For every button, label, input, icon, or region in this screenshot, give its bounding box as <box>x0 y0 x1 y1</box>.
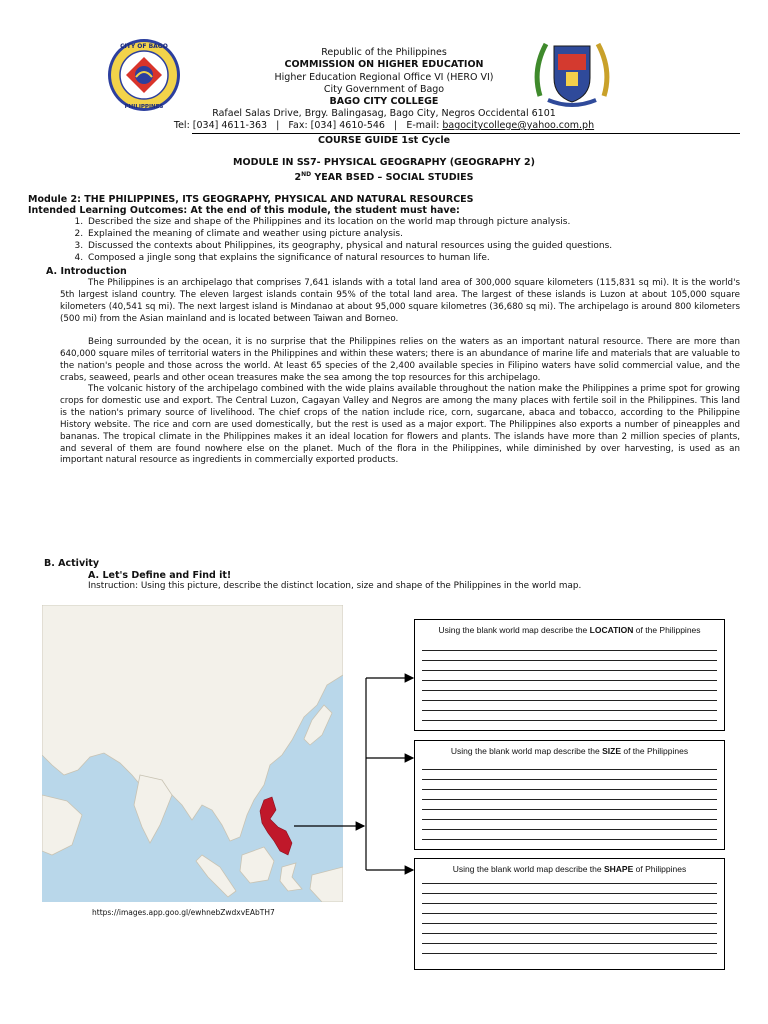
size-prompt-post: of the Philippines <box>621 746 689 756</box>
activity-instruction: Instruction: Using this picture, describe the distinct location, size and shape of the Philippines in the world map. <box>88 581 582 591</box>
module2-ilo: Intended Learning Outcomes: At the end of this module, the student must have: <box>28 205 460 216</box>
outcome-item: 1. Described the size and shape of the Philippines and its location on the world map through picture analysis. <box>86 216 766 228</box>
header-sep-1: | <box>276 120 280 131</box>
intro-paragraph-1: The Philippines is an archipelago that comprises 7,641 islands with a total land area of 300,000 square kilometers (115,831 sq mi). It is the world's 5th largest island country. The eleven largest islands contain 95% of the total land area. The largest of these islands is Luzon at about 105,000 square kilometers (40,541 sq mi). The next largest island is Mindanao at about 95,000 square kilometres (36,680 sq mi). The archipelago is around 800 kilometers (500 mi) from the Asian mainland and is located between Taiwan and Borneo. <box>60 278 740 324</box>
location-prompt-key: LOCATION <box>589 625 634 635</box>
svg-text:CITY OF BAGO: CITY OF BAGO <box>120 43 168 50</box>
location-answer-box[interactable] <box>414 619 725 731</box>
header-contacts <box>0 120 768 132</box>
module-year <box>0 169 768 184</box>
module-year-num: 2 <box>294 172 302 184</box>
outcomes-list <box>60 216 766 264</box>
header-address: Rafael Salas Drive, Brgy. Balingasag, Bago City, Negros Occidental 6101 <box>212 108 556 119</box>
location-prompt-pre: Using the blank world map describe the <box>438 625 590 635</box>
module2-title: Module 2: THE PHILIPPINES, ITS GEOGRAPHY, PHYSICAL AND NATURAL RESOURCES <box>28 194 474 205</box>
size-box-prompt <box>415 746 724 756</box>
shape-prompt-key: SHAPE <box>603 864 634 874</box>
intro-paragraph-2: Being surrounded by the ocean, it is no surprise that the Philippines relies on the waters as an important natural resource. There are more than 640,000 square miles of territorial waters in the Philippines and within these waters; there is an abundance of marine life and materials that are valuable to the nation's people and those across the world. At least 65 species of the 2,400 available species in Filipino waters have solid commercial value, and the crabs, seaweed, pearls and other ocean treasures make the sea among the top resources for this archipelago. <box>60 337 740 383</box>
outcome-item: 4. Composed a jingle song that explains the significance of natural resources to human life. <box>86 252 766 264</box>
header-fax: Fax: [034] 4610-546 <box>288 120 385 131</box>
location-box-prompt <box>415 625 724 635</box>
shape-prompt-post: of Philippines <box>633 864 687 874</box>
size-prompt-pre: Using the blank world map describe the <box>450 746 603 756</box>
header-sep-2: | <box>394 120 398 131</box>
header-tel: Tel: [034] 4611-363 <box>173 120 268 131</box>
course-guide: COURSE GUIDE 1st Cycle <box>317 135 451 146</box>
header-email-label: E-mail: <box>406 120 440 131</box>
size-prompt-key: SIZE <box>602 746 621 756</box>
intro-paragraph-3: The volcanic history of the archipelago combined with the wide plains available throughout the nation make the Philippines a prime spot for growing crops for domestic use and export. The Central Luzon, Cagayan Valley and Negros are among the many places with fertile soil in the Philippines. This land is the nation's primary source of livelihood. The chief crops of the nation include rice, corn, sugarcane, abaca and tobacco, according to the Philippine History website. The rice and corn are used domestically, but the rest is used as a major export. The Philippines also exports a number of pineapples and bananas. The tropical climate in the Philippines makes it an ideal location for flowers and plants. The islands have more than 2 million species of plants, and several of them are found nowhere else on the planet. Much of the flora in the Philippines, while diminished by over harvesting, is used as an important natural resource as ingredients in commercially exported products. <box>60 384 740 466</box>
svg-text:PHILIPPINES: PHILIPPINES <box>124 104 164 110</box>
location-prompt-post: of the Philippines <box>633 625 701 635</box>
shape-answer-box[interactable] <box>414 858 725 970</box>
header-divider <box>192 133 740 134</box>
header-office: Higher Education Regional Office VI (HERO VI) <box>274 72 494 83</box>
header-college: BAGO CITY COLLEGE <box>329 96 439 107</box>
header-city-gov: City Government of Bago <box>323 84 445 95</box>
header-email-link[interactable]: bagocitycollege@yahoo.com.ph <box>442 120 595 131</box>
outcome-item: 3. Discussed the contexts about Philippines, its geography, physical and natural resources using the guided questions. <box>86 240 766 252</box>
activity-subheading: A. Let's Define and Find it! <box>88 570 232 581</box>
module-year-rest: YEAR BSED – SOCIAL STUDIES <box>311 172 474 184</box>
connector-arrows <box>290 660 420 900</box>
outcome-item: 2. Explained the meaning of climate and weather using picture analysis. <box>86 228 766 240</box>
intro-heading: A. Introduction <box>46 266 127 277</box>
header-republic: Republic of the Philippines <box>321 47 447 58</box>
shape-prompt-pre: Using the blank world map describe the <box>452 864 604 874</box>
activity-heading: B. Activity <box>44 558 100 569</box>
module-title: MODULE IN SS7- PHYSICAL GEOGRAPHY (GEOGRAPHY 2) <box>233 157 535 168</box>
size-answer-box[interactable] <box>414 740 725 850</box>
shape-box-prompt <box>415 864 724 874</box>
map-source-link[interactable]: https://images.app.goo.gl/ewhnebZwdxvEAbTH7 <box>92 908 275 917</box>
module-year-sup: ND <box>301 171 312 178</box>
header-commission: COMMISSION ON HIGHER EDUCATION <box>284 59 484 70</box>
